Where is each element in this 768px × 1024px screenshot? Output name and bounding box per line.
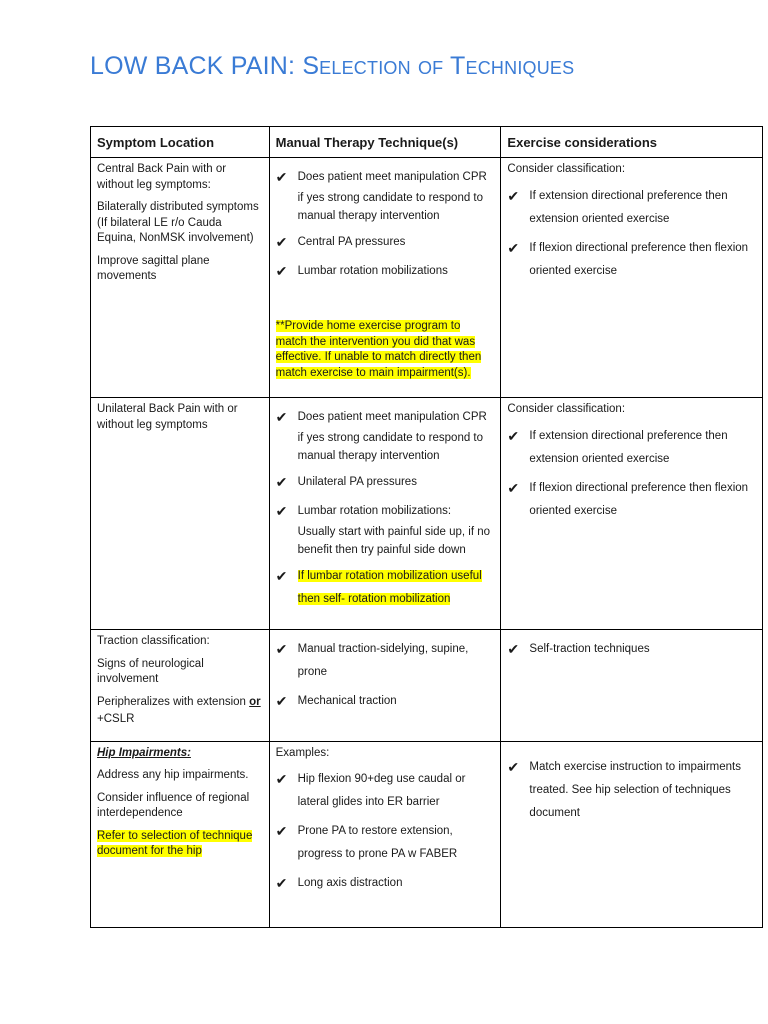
header-symptom-location: Symptom Location bbox=[91, 127, 270, 158]
symptom-text: Unilateral Back Pain with or without leg symptoms bbox=[97, 403, 238, 431]
checkmark-icon: ✔ bbox=[275, 771, 288, 787]
item-text: If extension directional preference then extension oriented exercise bbox=[529, 189, 728, 225]
symptom-or: or bbox=[249, 695, 261, 708]
manual-intro: Examples: bbox=[275, 746, 330, 759]
hip-impairments-heading: Hip Impairments: bbox=[97, 746, 191, 759]
exercise-intro: Consider classification: bbox=[507, 163, 626, 175]
checkmark-icon: ✔ bbox=[275, 409, 288, 425]
item-text: Manual traction-sidelying, supine, prone bbox=[297, 643, 469, 678]
item-text: Central PA pressures bbox=[297, 236, 406, 248]
checkmark-icon: ✔ bbox=[275, 169, 288, 185]
checkmark-icon: ✔ bbox=[275, 263, 288, 279]
table-row-central bbox=[91, 158, 763, 398]
checkmark-icon: ✔ bbox=[275, 875, 288, 891]
symptom-text bbox=[97, 829, 263, 860]
list-item bbox=[276, 500, 495, 559]
item-text: Self-traction techniques bbox=[529, 643, 650, 655]
cell-manual bbox=[269, 158, 501, 398]
symptom-text bbox=[97, 695, 263, 711]
checkmark-icon: ✔ bbox=[275, 234, 288, 250]
list-item bbox=[276, 768, 495, 814]
symptom-text: Improve sagittal plane movements bbox=[97, 254, 210, 282]
table-header-row bbox=[91, 127, 763, 158]
list-item bbox=[276, 231, 495, 254]
symptom-text: +CSLR bbox=[97, 713, 135, 725]
list-item bbox=[276, 690, 495, 713]
item-subtext: Usually start with painful side up, if no benefit then try painful side down bbox=[297, 526, 491, 556]
item-text: Lumbar rotation mobilizations bbox=[297, 265, 448, 277]
item-text: Does patient meet manipulation CPR bbox=[297, 411, 487, 423]
cell-exercise bbox=[501, 398, 763, 630]
list-item bbox=[507, 185, 756, 231]
cell-manual bbox=[269, 630, 501, 742]
symptom-text: Address any hip impairments. bbox=[97, 769, 249, 781]
table-row-unilateral bbox=[91, 398, 763, 630]
checkmark-icon: ✔ bbox=[507, 239, 520, 256]
symptom-text: Bilaterally distributed symptoms (If bilateral LE r/o Cauda Equina, NonMSK involvement) bbox=[97, 201, 259, 244]
title-sub: Selection of Techniques bbox=[302, 52, 575, 80]
list-item bbox=[276, 565, 495, 611]
item-subtext: if yes strong candidate to respond to manual therapy intervention bbox=[297, 192, 484, 222]
symptom-text-part: Peripheralizes with extension bbox=[97, 695, 246, 708]
list-item bbox=[276, 820, 495, 866]
checkmark-icon: ✔ bbox=[275, 568, 288, 584]
list-item bbox=[507, 237, 756, 283]
list-item bbox=[507, 756, 756, 825]
header-manual-therapy: Manual Therapy Technique(s) bbox=[269, 127, 501, 158]
symptom-text: Signs of neurological involvement bbox=[97, 657, 204, 685]
item-text: If flexion directional preference then flexion oriented exercise bbox=[529, 481, 749, 517]
cell-manual bbox=[269, 398, 501, 630]
item-text: Mechanical traction bbox=[297, 695, 397, 707]
item-text: Lumbar rotation mobilizations: bbox=[297, 505, 452, 517]
checkmark-icon: ✔ bbox=[275, 823, 288, 839]
symptom-text: Traction classification: bbox=[97, 635, 210, 647]
cell-symptom bbox=[91, 741, 270, 927]
item-text: Match exercise instruction to impairments treated. See hip selection of techniques document bbox=[529, 760, 741, 819]
techniques-table bbox=[90, 126, 763, 928]
exercise-intro: Consider classification: bbox=[507, 403, 626, 415]
cell-symptom bbox=[91, 398, 270, 630]
checkmark-icon: ✔ bbox=[275, 474, 288, 490]
symptom-text: Central Back Pain with or without leg symptoms: bbox=[97, 163, 227, 191]
cell-manual bbox=[269, 741, 501, 927]
header-exercise-considerations: Exercise considerations bbox=[501, 127, 763, 158]
list-item bbox=[276, 166, 495, 225]
checkmark-icon: ✔ bbox=[507, 641, 520, 657]
list-item bbox=[276, 872, 495, 895]
cell-exercise bbox=[501, 630, 763, 742]
document-title bbox=[90, 52, 574, 81]
list-item bbox=[507, 477, 756, 523]
item-text: Does patient meet manipulation CPR bbox=[297, 171, 487, 183]
checkmark-icon: ✔ bbox=[275, 503, 288, 519]
item-text: Prone PA to restore extension, progress to prone PA w FABER bbox=[297, 825, 458, 860]
cell-exercise bbox=[501, 158, 763, 398]
highlighted-symptom-text: Refer to selection of technique document for the hip bbox=[97, 829, 253, 857]
item-text: Long axis distraction bbox=[297, 877, 403, 889]
list-item bbox=[276, 638, 495, 684]
cell-exercise bbox=[501, 741, 763, 927]
checkmark-icon: ✔ bbox=[507, 758, 520, 775]
list-item bbox=[507, 425, 756, 471]
cell-symptom bbox=[91, 158, 270, 398]
list-item bbox=[276, 471, 495, 494]
table-row-hip bbox=[91, 741, 763, 927]
item-text: If flexion directional preference then flexion oriented exercise bbox=[529, 241, 749, 277]
list-item bbox=[507, 638, 756, 661]
list-item bbox=[276, 260, 495, 283]
checkmark-icon: ✔ bbox=[507, 187, 520, 204]
checkmark-icon: ✔ bbox=[275, 641, 288, 657]
highlighted-note: **Provide home exercise program to match the intervention you did that was effective. If unable to match directly then match exercise to main impairment(s). bbox=[275, 320, 482, 379]
item-text: If extension directional preference then extension oriented exercise bbox=[529, 429, 728, 465]
item-text: Unilateral PA pressures bbox=[297, 476, 417, 488]
cell-symptom bbox=[91, 630, 270, 742]
title-main: LOW BACK PAIN: bbox=[90, 52, 303, 80]
table-row-traction bbox=[91, 630, 763, 742]
item-text: Hip flexion 90+deg use caudal or lateral glides into ER barrier bbox=[297, 773, 466, 808]
list-item bbox=[276, 406, 495, 465]
item-subtext: if yes strong candidate to respond to manual therapy intervention bbox=[297, 432, 484, 462]
checkmark-icon: ✔ bbox=[507, 427, 520, 444]
symptom-text: Consider influence of regional interdependence bbox=[97, 791, 250, 819]
checkmark-icon: ✔ bbox=[275, 693, 288, 709]
checkmark-icon: ✔ bbox=[507, 479, 520, 496]
highlighted-item-text: If lumbar rotation mobilization useful then self- rotation mobilization bbox=[297, 570, 482, 605]
